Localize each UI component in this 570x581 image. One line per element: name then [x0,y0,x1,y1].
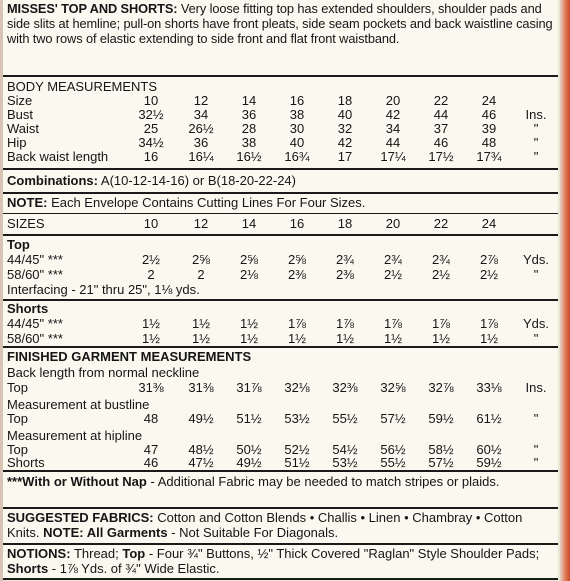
table-cell: 1⅞ [383,316,403,331]
table-cell: 2 [197,267,205,282]
table-cell: 17 [337,149,353,164]
table-cell: 47 [143,442,159,457]
table-cell: 61½ [476,411,502,426]
table-cell: 31⅜ [188,380,214,395]
unit-label: " [533,135,539,150]
table-cell: 40 [289,135,305,150]
unit-label: " [533,149,539,164]
table-cell: 42 [385,107,401,122]
notions-top-text: - Four ¾" Buttons, ½" Thick Covered "Raglan" Style Shoulder Pads; [145,546,540,561]
table-cell: 42 [337,135,353,150]
table-cell: 44 [433,107,449,122]
table-cell: 31⅞ [236,380,262,395]
table-cell: 46 [433,135,449,150]
table-cell: 18 [337,216,353,231]
table-cell: 53½ [332,455,358,470]
notions-top-label: Top [122,546,146,561]
table-cell: 2⅝ [287,252,307,267]
table-cell: 2⅝ [191,252,211,267]
fabrics-note-label: NOTE: All Garments [43,525,168,540]
table-cell: 52½ [284,442,310,457]
row-label: 44/45" *** [7,316,63,331]
combinations-text: A(10-12-14-16) or B(18-20-22-24) [98,173,296,188]
note-text: Each Envelope Contains Cutting Lines For Four Sizes. [47,195,366,210]
table-cell: 54½ [332,442,358,457]
unit-label: Yds. [522,316,549,331]
unit-label: " [533,331,539,346]
table-cell: 22 [433,93,449,108]
unit-label: " [533,442,539,457]
notions-shorts-label: Shorts [7,561,49,576]
bustline-label: Measurement at bustline [7,397,150,412]
divider [3,299,558,301]
table-cell: 20 [385,93,401,108]
table-cell: 59½ [428,411,454,426]
table-cell: 46 [143,455,159,470]
table-cell: 49½ [236,455,262,470]
unit-label: " [533,121,539,136]
notions [7,546,555,576]
divider [3,213,558,214]
table-cell: 59½ [476,455,502,470]
table-cell: 55½ [380,455,406,470]
row-label: Top [7,442,28,457]
table-cell: 25 [143,121,159,136]
divider [3,507,558,509]
table-cell: 1⅞ [287,316,307,331]
description-heading: MISSES' TOP AND SHORTS: [7,1,178,16]
table-cell: 32⅜ [332,380,358,395]
row-label: Back waist length [7,149,109,164]
table-cell: 1½ [141,316,161,331]
table-cell: 2½ [431,267,451,282]
note-label: NOTE: [7,195,48,210]
unit-label: " [533,267,539,282]
table-cell: 10 [143,93,159,108]
sizes-label: SIZES [7,216,45,231]
table-cell: 32½ [138,107,164,122]
top-yardage-title: Top [7,237,30,252]
table-cell: 46 [481,107,497,122]
row-label: 44/45" *** [7,252,63,267]
table-cell: 16 [289,216,305,231]
table-cell: 57½ [380,411,406,426]
table-cell: 34½ [138,135,164,150]
table-cell: 31⅜ [138,380,164,395]
unit-label: " [533,455,539,470]
table-cell: 1⅞ [479,316,499,331]
table-cell: 2⅜ [335,267,355,282]
nap-note [7,474,555,489]
table-cell: 2⅝ [239,252,259,267]
table-cell: 58½ [428,442,454,457]
table-cell: 33⅛ [476,380,502,395]
table-cell: 1½ [239,316,259,331]
notions-text: Thread; [70,546,123,561]
table-cell: 50½ [236,442,262,457]
table-cell: 57½ [428,455,454,470]
interfacing-text: Interfacing - 21" thru 25", 1⅛ yds. [7,282,200,297]
table-cell: 2½ [141,252,161,267]
table-cell: 49½ [188,411,214,426]
table-cell: 1½ [191,331,211,346]
table-cell: 36 [241,107,257,122]
row-label: 58/60" *** [7,331,63,346]
table-cell: 1½ [141,331,161,346]
table-cell: 28 [241,121,257,136]
table-cell: 2⅛ [239,267,259,282]
unit-label: " [533,411,539,426]
divider [3,168,558,170]
table-cell: 32 [337,121,353,136]
table-cell: 18 [337,93,353,108]
table-cell: 38 [289,107,305,122]
table-cell: 48 [481,135,497,150]
table-cell: 2½ [479,267,499,282]
table-cell: 51½ [284,455,310,470]
table-cell: 20 [385,216,401,231]
nap-label: ***With or Without Nap [7,474,147,489]
body-measurements-title: BODY MEASUREMENTS [7,79,158,94]
table-cell: 30 [289,121,305,136]
table-cell: 22 [433,216,449,231]
table-cell: 1½ [479,331,499,346]
row-label: Bust [7,107,34,122]
table-cell: 16 [289,93,305,108]
unit-label: Ins. [525,107,547,122]
table-cell: 34 [385,121,401,136]
divider [3,543,558,545]
table-cell: 17¼ [380,149,406,164]
fabrics-label: SUGGESTED FABRICS: [7,510,154,525]
table-cell: 12 [193,93,209,108]
table-cell: 24 [481,93,497,108]
back-length-label: Back length from normal neckline [7,365,200,380]
notions-shorts-text: - 1⅞ Yds. of ¾" Wide Elastic. [48,561,220,576]
table-cell: 48½ [188,442,214,457]
description-text: Very loose fitting top has extended shoulders, shoulder pads and side slits at hemline; pull-on shorts have front pleats, side seam pockets and back waistline casing with two rows of elastic extending to side front and flat front waistband. [7,1,553,46]
table-cell: 1⅞ [335,316,355,331]
divider [3,75,558,77]
table-cell: 1½ [191,316,211,331]
finished-measurements-title: FINISHED GARMENT MEASUREMENTS [7,349,252,364]
row-label: Size [7,93,33,108]
table-cell: 26½ [188,121,214,136]
fabrics-note-text: - Not Suitable For Diagonals. [167,525,339,540]
row-label: Top [7,380,28,395]
table-cell: 1½ [287,331,307,346]
divider [3,192,558,194]
combinations-label: Combinations: [7,173,98,188]
suggested-fabrics [7,510,555,540]
table-cell: 39 [481,121,497,136]
table-cell: 53½ [284,411,310,426]
table-cell: 40 [337,107,353,122]
table-cell: 17¾ [476,149,502,164]
shorts-yardage-title: Shorts [7,301,49,316]
divider [3,346,558,348]
table-cell: 12 [193,216,209,231]
divider [3,234,558,236]
page-edge-right [560,0,570,581]
table-cell: 37 [433,121,449,136]
table-cell: 2½ [383,267,403,282]
table-cell: 2¾ [431,252,451,267]
table-cell: 16¼ [188,149,214,164]
table-cell: 2⅜ [287,267,307,282]
table-cell: 60½ [476,442,502,457]
table-cell: 16¾ [284,149,310,164]
row-label: Waist [7,121,40,136]
unit-label: Ins. [525,380,547,395]
unit-label: Yds. [522,252,549,267]
table-cell: 48 [143,411,159,426]
table-cell: 47½ [188,455,214,470]
hipline-label: Measurement at hipline [7,428,143,443]
table-cell: 16½ [236,149,262,164]
table-cell: 1½ [239,331,259,346]
table-cell: 2 [147,267,155,282]
table-cell: 2⅞ [479,252,499,267]
row-label: Top [7,411,28,426]
table-cell: 51½ [236,411,262,426]
table-cell: 56½ [380,442,406,457]
table-cell: 55½ [332,411,358,426]
nap-text: - Additional Fabric may be needed to match stripes or plaids. [146,474,500,489]
notions-label: NOTIONS: [7,546,71,561]
row-label: 58/60" *** [7,267,63,282]
table-cell: 32⅛ [284,380,310,395]
table-cell: 10 [143,216,159,231]
table-cell: 16 [143,149,159,164]
divider [3,470,558,472]
pattern-chart [3,0,558,580]
table-cell: 1½ [431,331,451,346]
table-cell: 17½ [428,149,454,164]
table-cell: 32⅞ [428,380,454,395]
table-cell: 1½ [335,331,355,346]
table-cell: 36 [193,135,209,150]
table-cell: 38 [241,135,257,150]
table-cell: 14 [241,93,257,108]
table-cell: 24 [481,216,497,231]
row-label: Shorts [7,455,45,470]
row-label: Hip [7,135,27,150]
table-cell: 1⅞ [431,316,451,331]
table-cell: 2¾ [383,252,403,267]
fabrics-text: Cotton and Cotton Blends • Challis • Linen • Chambray • Cotton Knits. [7,510,523,540]
table-cell: 32⅝ [380,380,406,395]
table-cell: 44 [385,135,401,150]
table-cell: 14 [241,216,257,231]
table-cell: 1½ [383,331,403,346]
description-paragraph [7,1,555,46]
table-cell: 2¾ [335,252,355,267]
table-cell: 34 [193,107,209,122]
